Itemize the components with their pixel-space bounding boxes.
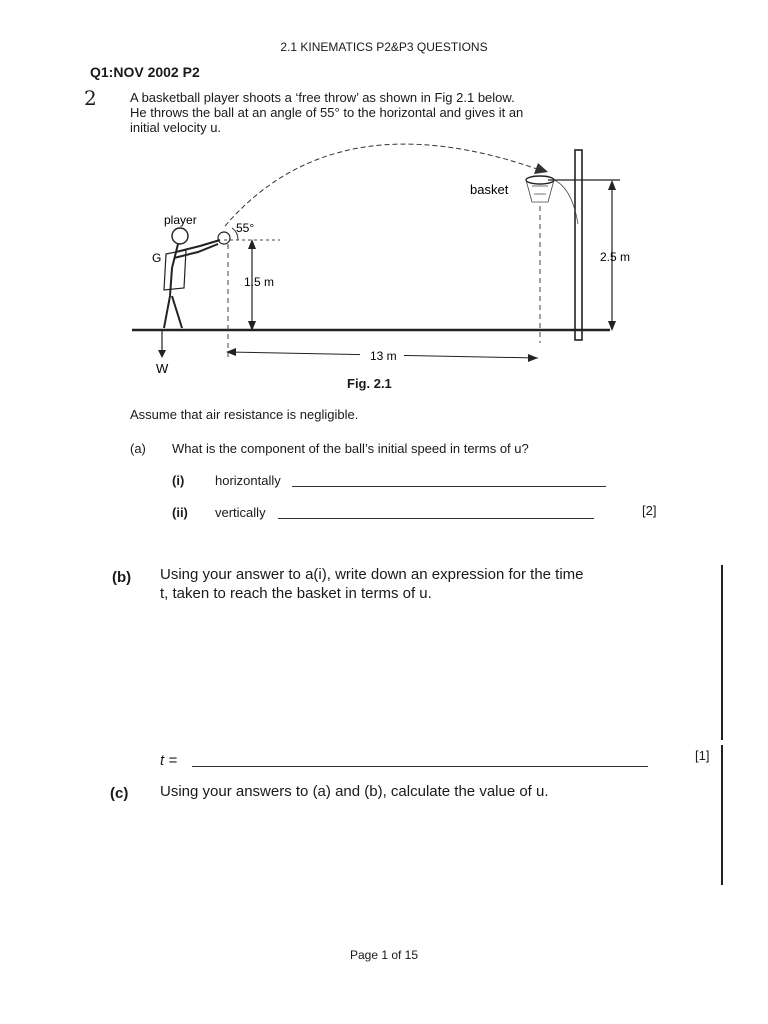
part-a-label: (a) (130, 441, 146, 456)
part-a-marks: [2] (642, 503, 657, 518)
label-basket: basket (470, 182, 509, 197)
part-b-line-2: t, taken to reach the basket in terms of u. (160, 585, 432, 602)
label-angle: 55° (236, 221, 255, 235)
part-b-text (160, 565, 660, 603)
answer-line-a-i[interactable] (292, 486, 606, 487)
intro-line-2: He throws the ball at an angle of 55° to the horizontal and gives it an (130, 105, 524, 120)
part-b-label: (b) (112, 569, 132, 586)
part-a-ii-label: (ii) (172, 505, 188, 520)
intro-line-3: initial velocity u. (130, 120, 222, 135)
label-release-height: 1.5 m (244, 275, 275, 289)
intro-line-1: A basketball player shoots a ‘free throw’ as shown in Fig 2.1 below. (130, 90, 515, 105)
part-c-label: (c) (110, 785, 129, 802)
part-b-line-1: Using your answer to a(i), write down an expression for the time (160, 566, 584, 583)
arrow-up-icon (608, 180, 616, 190)
assumption-text: Assume that air resistance is negligible. (130, 407, 359, 422)
figure-2-1 (120, 128, 660, 388)
part-c-text: Using your answers to (a) and (b), calculate the value of u. (160, 783, 549, 800)
arrow-right-icon (528, 354, 538, 362)
part-a-ii-text: vertically (215, 505, 266, 520)
label-distance: 13 m (370, 349, 397, 363)
answer-line-b[interactable] (192, 766, 648, 767)
page-footer: Page 1 of 15 (349, 948, 419, 962)
part-a-i-text: horizontally (215, 473, 281, 488)
part-b-marks: [1] (695, 748, 710, 763)
margin-bar-bottom (721, 745, 723, 885)
ball-icon (218, 232, 230, 244)
figure-caption: Fig. 2.1 (347, 376, 392, 391)
label-player: player (164, 213, 197, 227)
player-head (172, 228, 188, 244)
part-a-text: What is the component of the ball’s initial speed in terms of u? (172, 441, 529, 456)
label-weight: W (156, 361, 169, 376)
part-a-i-label: (i) (172, 473, 185, 488)
question-number: 2 (84, 86, 97, 110)
margin-bar-top (721, 565, 723, 740)
answer-line-a-ii[interactable] (278, 518, 594, 519)
question-reference: Q1:NOV 2002 P2 (90, 64, 200, 80)
trajectory-arrow-icon (534, 163, 548, 174)
basket-pole (575, 150, 582, 340)
arrow-down-icon (158, 350, 166, 358)
label-g: G (152, 251, 162, 265)
label-basket-height: 2.5 m (600, 250, 631, 264)
part-b-answer-label: t = (160, 752, 178, 769)
page-header: 2.1 KINEMATICS P2&P3 QUESTIONS (280, 40, 488, 54)
